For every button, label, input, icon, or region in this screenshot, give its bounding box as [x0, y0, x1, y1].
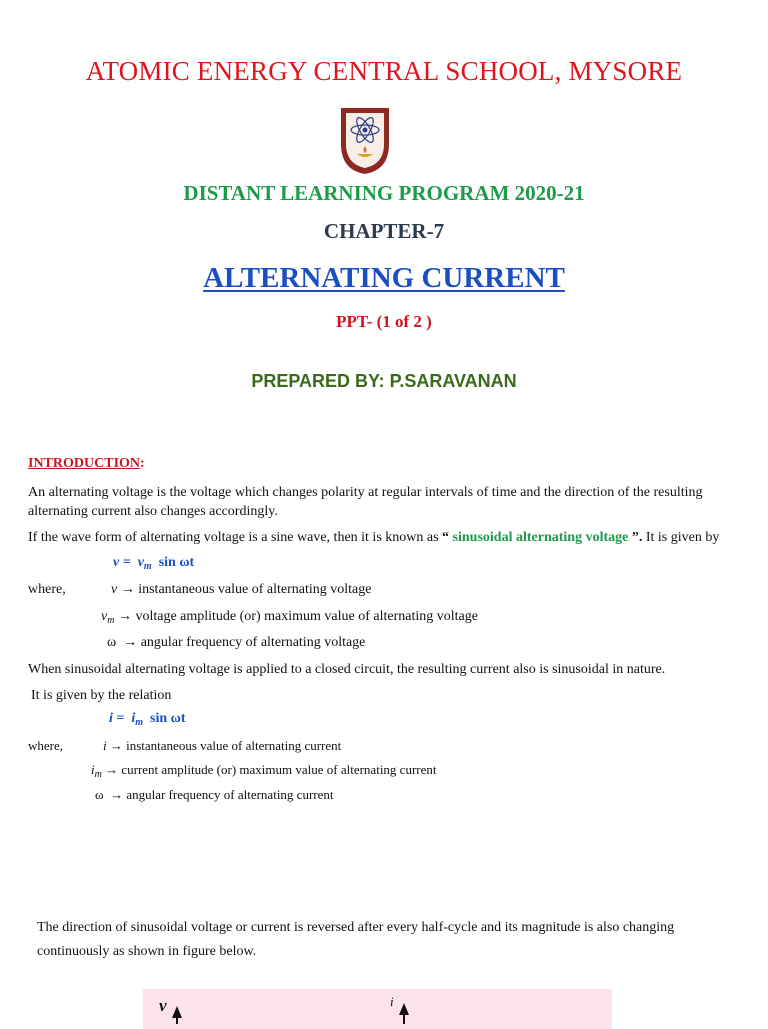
- im-description: → current amplitude (or) maximum value of alternating current: [105, 762, 437, 777]
- introduction-heading-colon: :: [140, 456, 145, 471]
- waveform-figure: [143, 989, 612, 1029]
- gloss-omega-voltage: [107, 635, 365, 651]
- omega-symbol: ω: [107, 635, 117, 650]
- vm-description: → voltage amplitude (or) maximum value of alternating voltage: [117, 609, 478, 624]
- introduction-heading: [28, 456, 145, 472]
- school-emblem-icon: [337, 104, 393, 176]
- gloss-vm: [101, 609, 478, 625]
- omega-current-description: → angular frequency of alternating current: [110, 787, 334, 802]
- i-description: → instantaneous value of alternating current: [109, 738, 342, 753]
- gloss-im: [91, 762, 437, 778]
- prepared-by: PREPARED BY: P.SARAVANAN: [251, 371, 517, 391]
- v-symbol: v: [111, 582, 118, 597]
- p2-end: It is given by: [642, 530, 720, 545]
- figure-i-axis-label: i: [390, 994, 394, 1009]
- intro-paragraph-2: [28, 528, 743, 547]
- vm-sub: m: [107, 615, 115, 626]
- im-symbol: i: [91, 762, 95, 777]
- gloss-i: [103, 738, 341, 754]
- i-symbol: i: [103, 738, 107, 753]
- im-sub: m: [94, 769, 102, 780]
- gloss-omega-current: [95, 787, 334, 803]
- intro-paragraph-3: When sinusoidal alternating voltage is applied to a closed circuit, the resulting current also is sinusoidal in nature.: [28, 662, 666, 677]
- introduction-heading-text: INTRODUCTION: [28, 456, 141, 471]
- p2-term: sinusoidal alternating voltage: [452, 530, 629, 545]
- eq1-rhs: sin ωt: [158, 555, 195, 570]
- chapter-label: CHAPTER-7: [323, 219, 445, 243]
- figure-v-axis-label: v: [159, 996, 167, 1015]
- eq2-var: i: [131, 711, 136, 726]
- where-label-voltage: where,: [28, 582, 66, 597]
- vm-symbol: v: [101, 609, 108, 624]
- omega-voltage-description: → angular frequency of alternating voltage: [123, 635, 366, 650]
- voltage-equation: [113, 555, 194, 571]
- eq1-sub: m: [143, 561, 152, 572]
- p2-start: If the wave form of alternating voltage is a sine wave, then it is known as: [28, 530, 443, 545]
- eq1-var: v: [137, 555, 144, 570]
- intro-paragraph-4: It is given by the relation: [31, 688, 172, 703]
- page-title: [0, 262, 768, 295]
- ppt-part-label: PPT- (1 of 2 ): [336, 312, 432, 331]
- i-axis-line: [403, 1013, 405, 1024]
- omega-symbol-2: ω: [95, 787, 104, 802]
- current-equation: [109, 711, 186, 727]
- v-description: → instantaneous value of alternating voltage: [120, 582, 372, 597]
- title-text: ALTERNATING CURRENT: [203, 262, 565, 294]
- program-title: DISTANT LEARNING PROGRAM 2020-21: [183, 181, 585, 205]
- eq1-lhs: v =: [113, 555, 131, 570]
- intro-paragraph-1: An alternating voltage is the voltage which changes polarity at regular intervals of time and the direction of the resulting alternating current also changes accordingly.: [28, 485, 703, 519]
- gloss-v: [111, 582, 371, 598]
- school-name: ATOMIC ENERGY CENTRAL SCHOOL, MYSORE: [85, 56, 683, 86]
- intro-paragraph-5: The direction of sinusoidal voltage or current is reversed after every half-cycle and its magnitude is also changing continuously as shown in figure below.: [37, 920, 675, 959]
- p2-close-quote: ”.: [628, 530, 643, 545]
- where-label-current: where,: [28, 738, 64, 753]
- p2-open-quote: “: [442, 530, 453, 545]
- v-axis-line: [176, 1016, 178, 1024]
- eq2-sub: m: [135, 717, 144, 728]
- eq2-lhs: i =: [109, 711, 125, 726]
- eq2-rhs: sin ωt: [150, 711, 186, 726]
